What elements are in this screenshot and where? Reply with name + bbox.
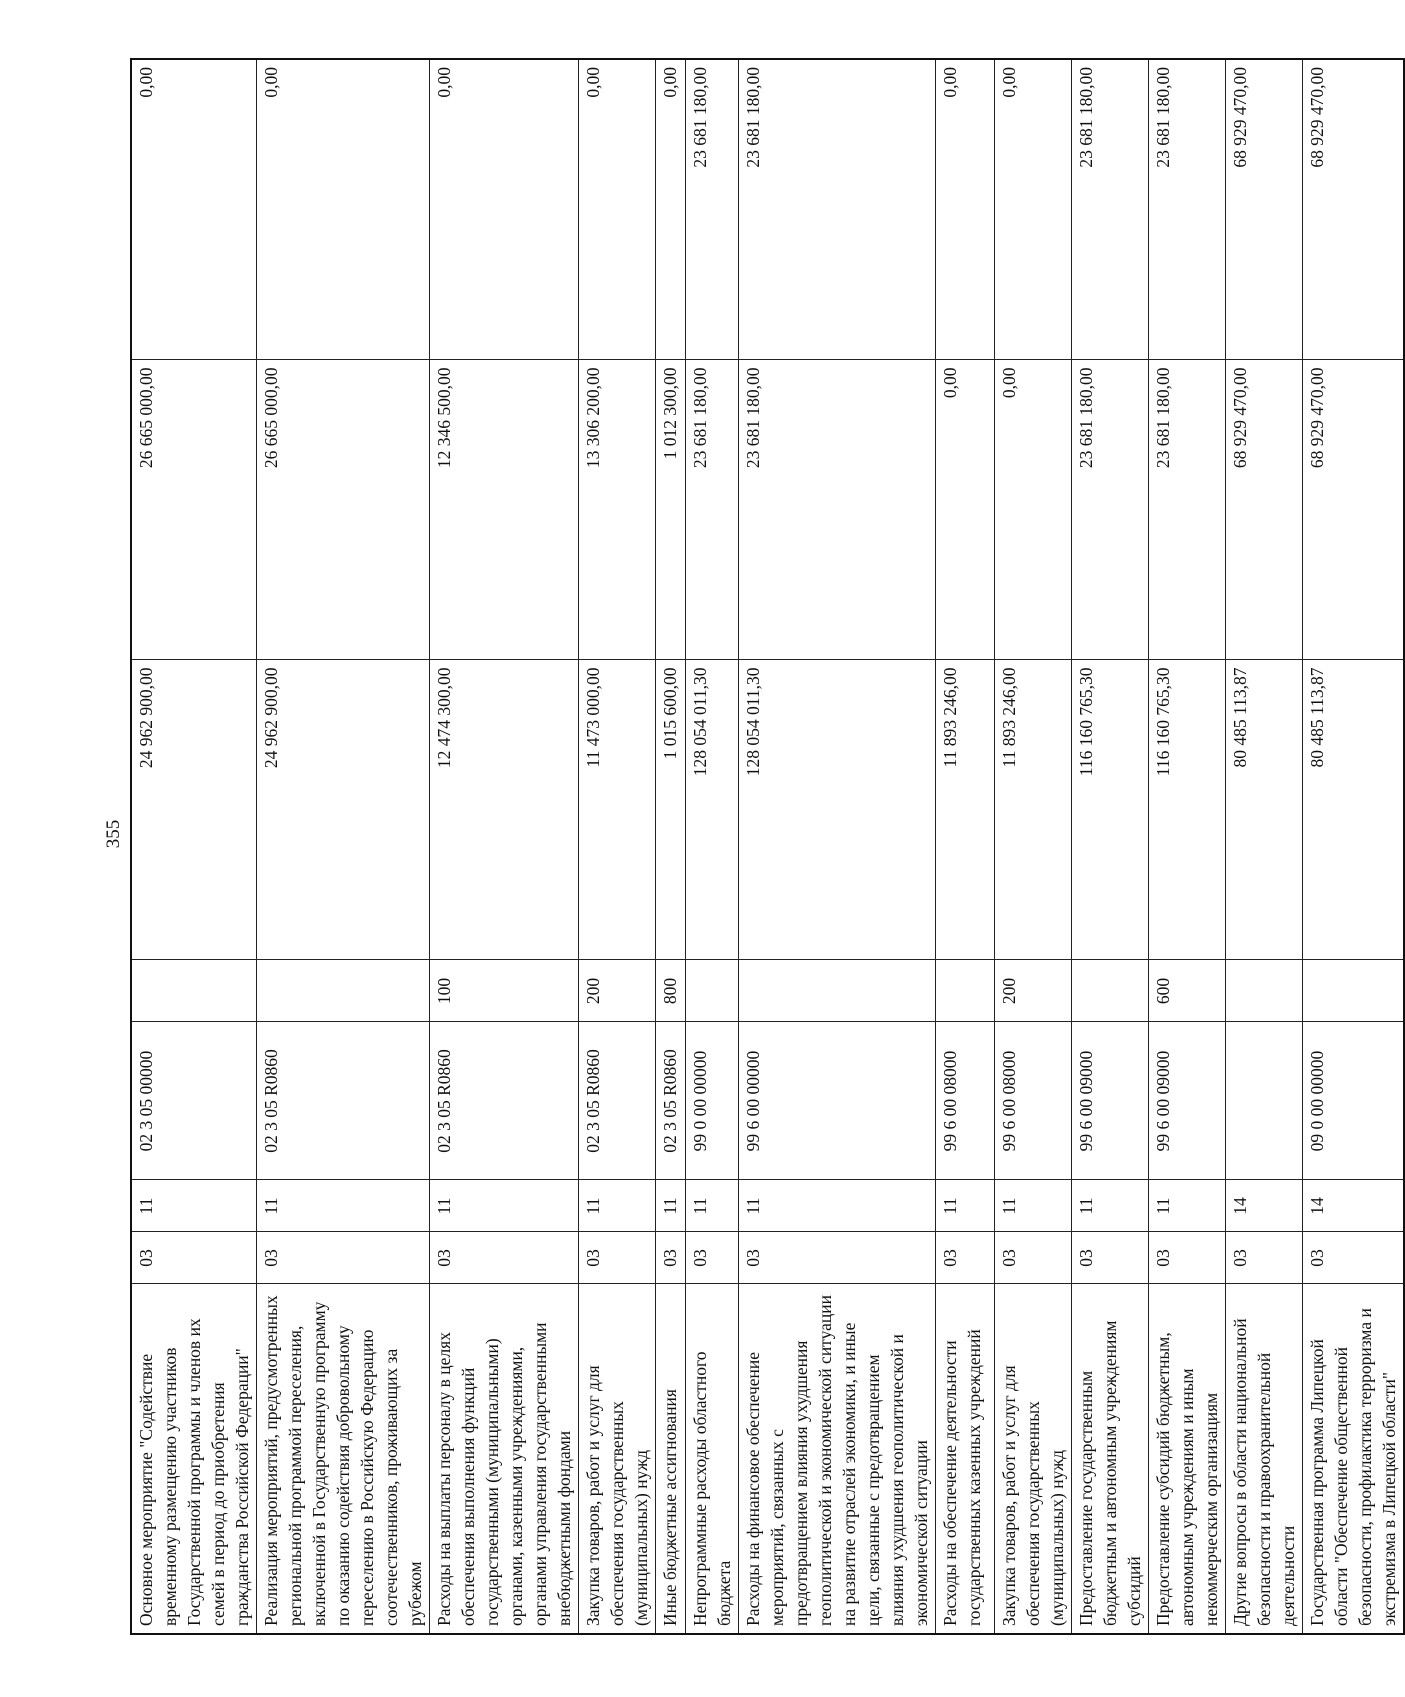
subsection-code-cell: 11 [430, 1180, 579, 1232]
amount-cell: 12 474 300,00 [430, 660, 579, 960]
expense-type-cell: 600 [1149, 960, 1226, 1022]
section-code-cell: 03 [1072, 1232, 1149, 1284]
amount-cell: 23 681 180,00 [1072, 59, 1149, 360]
amount-cell: 1 015 600,00 [656, 660, 686, 960]
subsection-code-cell: 14 [1303, 1180, 1405, 1232]
table-row [257, 59, 430, 1634]
amount-cell: 116 160 765,30 [1072, 660, 1149, 960]
section-code-cell: 03 [686, 1232, 739, 1284]
table-row [995, 59, 1072, 1634]
table-row [1149, 59, 1226, 1634]
item-name-cell: Основное мероприятие "Содействие временному размещению участников Государственной программы и членов их семей в период до приобретения гражданства Российской Федерации" [131, 1284, 257, 1634]
amount-cell: 13 306 200,00 [579, 360, 656, 660]
section-code-cell: 03 [1303, 1232, 1405, 1284]
amount-cell: 23 681 180,00 [739, 360, 936, 660]
amount-cell: 0,00 [936, 59, 995, 360]
budget-table [130, 58, 1405, 1635]
item-name-cell: Расходы на финансовое обеспечение мероприятий, связанных с предотвращением влияния ухудшения геополитической и экономической ситуации на развитие отраслей экономики, и иные цели, связанные с предотвращением влияния ухудшения геополитической и экономической ситуации [739, 1284, 936, 1634]
target-article-cell: 99 6 00 09000 [1072, 1022, 1149, 1180]
target-article-cell: 02 3 05 R0860 [579, 1022, 656, 1180]
target-article-cell [1226, 1022, 1303, 1180]
expense-type-cell [1072, 960, 1149, 1022]
amount-cell: 0,00 [257, 59, 430, 360]
expense-type-cell [131, 960, 257, 1022]
expense-type-cell [686, 960, 739, 1022]
amount-cell: 11 473 000,00 [579, 660, 656, 960]
item-name-cell: Закупка товаров, работ и услуг для обеспечения государственных (муниципальных) нужд [995, 1284, 1072, 1634]
amount-cell: 0,00 [579, 59, 656, 360]
subsection-code-cell: 11 [257, 1180, 430, 1232]
section-code-cell: 03 [656, 1232, 686, 1284]
expense-type-cell: 200 [995, 960, 1072, 1022]
amount-cell: 11 893 246,00 [936, 660, 995, 960]
section-code-cell: 03 [1226, 1232, 1303, 1284]
subsection-code-cell: 11 [686, 1180, 739, 1232]
amount-cell: 0,00 [430, 59, 579, 360]
item-name-cell: Реализация мероприятий, предусмотренных региональной программой переселения, включенной в Государственную программу по оказанию содействия добровольному переселению в Российскую Федерацию соотечественников, проживающих за рубежом [257, 1284, 430, 1634]
table-row [579, 59, 656, 1634]
item-name-cell: Непрограммные расходы областного бюджета [686, 1284, 739, 1634]
section-code-cell: 03 [995, 1232, 1072, 1284]
item-name-cell: Закупка товаров, работ и услуг для обеспечения государственных (муниципальных) нужд [579, 1284, 656, 1634]
section-code-cell: 03 [739, 1232, 936, 1284]
expense-type-cell [739, 960, 936, 1022]
amount-cell: 128 054 011,30 [686, 660, 739, 960]
amount-cell: 24 962 900,00 [257, 660, 430, 960]
amount-cell: 0,00 [995, 59, 1072, 360]
item-name-cell: Государственная программа Липецкой области "Обеспечение общественной безопасности, профилактика терроризма и экстремизма в Липецкой области" [1303, 1284, 1405, 1634]
budget-table-body [131, 59, 1404, 1634]
item-name-cell: Расходы на обеспечение деятельности государственных казенных учреждений [936, 1284, 995, 1634]
target-article-cell: 99 0 00 00000 [686, 1022, 739, 1180]
expense-type-cell [1303, 960, 1405, 1022]
amount-cell: 23 681 180,00 [686, 59, 739, 360]
amount-cell: 23 681 180,00 [1149, 360, 1226, 660]
target-article-cell: 99 6 00 08000 [936, 1022, 995, 1180]
expense-type-cell [936, 960, 995, 1022]
amount-cell: 23 681 180,00 [739, 59, 936, 360]
target-article-cell: 09 0 00 00000 [1303, 1022, 1405, 1180]
amount-cell: 128 054 011,30 [739, 660, 936, 960]
subsection-code-cell: 11 [1072, 1180, 1149, 1232]
section-code-cell: 03 [257, 1232, 430, 1284]
amount-cell: 80 485 113,87 [1303, 660, 1405, 960]
expense-type-cell [257, 960, 430, 1022]
expense-type-cell: 200 [579, 960, 656, 1022]
section-code-cell: 03 [430, 1232, 579, 1284]
amount-cell: 0,00 [656, 59, 686, 360]
item-name-cell: Другие вопросы в области национальной безопасности и правоохранительной деятельности [1226, 1284, 1303, 1634]
target-article-cell: 02 3 05 R0860 [430, 1022, 579, 1180]
amount-cell: 68 929 470,00 [1303, 360, 1405, 660]
table-row [936, 59, 995, 1634]
section-code-cell: 03 [579, 1232, 656, 1284]
target-article-cell: 02 3 05 R0860 [257, 1022, 430, 1180]
item-name-cell: Иные бюджетные ассигнования [656, 1284, 686, 1634]
table-row [1303, 59, 1405, 1634]
amount-cell: 26 665 000,00 [131, 360, 257, 660]
subsection-code-cell: 11 [579, 1180, 656, 1232]
table-row [1226, 59, 1303, 1634]
amount-cell: 68 929 470,00 [1226, 59, 1303, 360]
page-number: 355 [103, 819, 124, 849]
table-row [1072, 59, 1149, 1634]
target-article-cell: 99 6 00 09000 [1149, 1022, 1226, 1180]
target-article-cell: 02 3 05 R0860 [656, 1022, 686, 1180]
amount-cell: 23 681 180,00 [686, 360, 739, 660]
amount-cell: 23 681 180,00 [1072, 360, 1149, 660]
amount-cell: 11 893 246,00 [995, 660, 1072, 960]
expense-type-cell: 100 [430, 960, 579, 1022]
subsection-code-cell: 11 [936, 1180, 995, 1232]
amount-cell: 0,00 [936, 360, 995, 660]
target-article-cell: 02 3 05 00000 [131, 1022, 257, 1180]
amount-cell: 12 346 500,00 [430, 360, 579, 660]
amount-cell: 0,00 [995, 360, 1072, 660]
amount-cell: 24 962 900,00 [131, 660, 257, 960]
subsection-code-cell: 11 [656, 1180, 686, 1232]
amount-cell: 23 681 180,00 [1149, 59, 1226, 360]
amount-cell: 68 929 470,00 [1226, 360, 1303, 660]
expense-type-cell: 800 [656, 960, 686, 1022]
table-row [131, 59, 257, 1634]
subsection-code-cell: 11 [131, 1180, 257, 1232]
table-row [739, 59, 936, 1634]
target-article-cell: 99 6 00 08000 [995, 1022, 1072, 1180]
expense-type-cell [1226, 960, 1303, 1022]
table-row [656, 59, 686, 1634]
subsection-code-cell: 11 [995, 1180, 1072, 1232]
section-code-cell: 03 [936, 1232, 995, 1284]
rotated-page-content [130, 60, 1399, 1635]
amount-cell: 80 485 113,87 [1226, 660, 1303, 960]
amount-cell: 1 012 300,00 [656, 360, 686, 660]
section-code-cell: 03 [131, 1232, 257, 1284]
subsection-code-cell: 11 [739, 1180, 936, 1232]
subsection-code-cell: 11 [1149, 1180, 1226, 1232]
amount-cell: 116 160 765,30 [1149, 660, 1226, 960]
amount-cell: 26 665 000,00 [257, 360, 430, 660]
section-code-cell: 03 [1149, 1232, 1226, 1284]
subsection-code-cell: 14 [1226, 1180, 1303, 1232]
amount-cell: 68 929 470,00 [1303, 59, 1405, 360]
table-row [686, 59, 739, 1634]
table-row [430, 59, 579, 1634]
item-name-cell: Предоставление государственным бюджетным и автономным учреждениям субсидий [1072, 1284, 1149, 1634]
item-name-cell: Расходы на выплаты персоналу в целях обеспечения выполнения функций государственными (муниципальными) органами, казенными учреждениями, органами управления государственными внебюджетными фондами [430, 1284, 579, 1634]
target-article-cell: 99 6 00 00000 [739, 1022, 936, 1180]
item-name-cell: Предоставление субсидий бюджетным, автономным учреждениям и иным некоммерческим организациям [1149, 1284, 1226, 1634]
amount-cell: 0,00 [131, 59, 257, 360]
